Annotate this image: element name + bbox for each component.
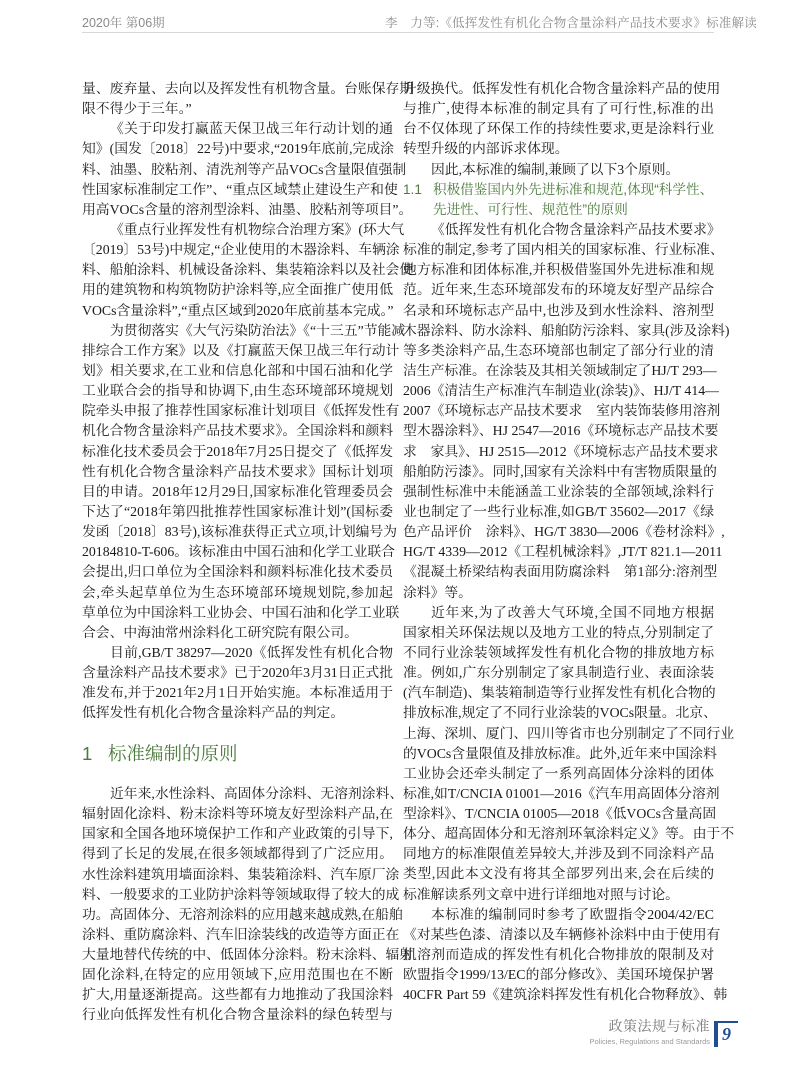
right-column bbox=[403, 79, 735, 1005]
text-line: 得到了长足的发展,在很多领域都得到了广泛应用。 bbox=[82, 846, 393, 862]
text-line: 不同行业涂装领域挥发性有机化合物的排放地方标 bbox=[403, 644, 714, 660]
text-line: 体分、超高固体分和无溶剂环氧涂料定义》等。由于不 bbox=[403, 826, 735, 842]
text-line: 目的申请。2018年12月29日,国家标准化管理委员会 bbox=[82, 483, 393, 499]
footer-section-cn: 政策法规与标准 bbox=[608, 1018, 710, 1034]
text-line: 业也制定了一些行业标准,如GB/T 35602—2017《绿 bbox=[403, 503, 714, 519]
text-line: 性国家标准制定工作”、“重点区域禁止建设生产和使 bbox=[82, 181, 398, 197]
text-line: 用高VOCs含量的溶剂型涂料、油墨、胶粘剂等项目”。 bbox=[82, 201, 413, 217]
text-line: 范。近年来,生态环境部发布的环境友好型产品综合 bbox=[403, 282, 714, 298]
text-line: 2007《环境标志产品技术要求 室内装饰装修用溶剂 bbox=[403, 403, 721, 419]
footer-section bbox=[590, 1016, 711, 1046]
page-number: 9 bbox=[722, 1024, 731, 1044]
header-divider bbox=[82, 32, 714, 33]
text-line: 因此,本标准的编制,兼顾了以下3个原则。 bbox=[431, 161, 680, 177]
text-line: 为贯彻落实《大气污染防治法》《“十三五”节能减 bbox=[110, 322, 406, 338]
text-line: 辐射固化涂料、粉末涂料等环境友好型涂料产品,在 bbox=[82, 806, 393, 822]
text-line: 水性涂料建筑用墙面涂料、集装箱涂料、汽车原厂涂 bbox=[82, 866, 400, 882]
text-line: 求 家具》、HJ 2515—2012《环境标志产品技术要求 bbox=[403, 443, 719, 459]
text-line: 准发布,并于2021年2月1日开始实施。本标准适用于 bbox=[82, 685, 393, 701]
text-line: 《关于印发打赢蓝天保卫战三年行动计划的通 bbox=[110, 121, 393, 137]
paragraph bbox=[403, 905, 728, 1006]
text-line: 行业向低挥发性有机化合物含量涂料的绿色转型与 bbox=[82, 1007, 393, 1023]
text-line: 机溶剂而造成的挥发性有机化合物排放的限制及对 bbox=[403, 947, 714, 963]
text-line: 《低挥发性有机化合物含量涂料产品技术要求》 bbox=[431, 221, 721, 237]
text-line: 院牵头申报了推荐性国家标准计划项目《低挥发性有 bbox=[82, 403, 400, 419]
text-line: 标准,如T/CNCIA 01001—2016《汽车用高固体分溶剂 bbox=[403, 785, 720, 801]
text-line: 类型,因此本文没有将其全部罗列出来,会在后续的 bbox=[403, 866, 714, 882]
paragraph bbox=[403, 160, 714, 180]
text-line: 与推广,使得本标准的制定具有了可行性,标准的出 bbox=[403, 101, 714, 117]
text-line: HG/T 4339—2012《工程机械涂料》,JT/T 821.1—2011 bbox=[403, 544, 723, 560]
text-line: 下达了“2018年第四批推荐性国家标准计划”(国标委 bbox=[82, 503, 393, 519]
text-line: 近年来,水性涂料、高固体分涂料、无溶剂涂料、 bbox=[110, 785, 404, 801]
subsection-heading bbox=[403, 180, 714, 220]
paragraph bbox=[403, 603, 735, 905]
text-line: 标准化技术委员会于2018年7月25日提交了《低挥发 bbox=[82, 443, 393, 459]
text-line: 地方标准和团体标准,并积极借鉴国外先进标准和规 bbox=[403, 262, 714, 278]
page-number-box bbox=[714, 1021, 738, 1047]
text-line: 的VOCs含量限值及排放标准。此外,近年来中国涂料 bbox=[403, 745, 717, 761]
text-line: 型涂料》、T/CNCIA 01005—2018《低VOCs含量高固 bbox=[403, 806, 717, 822]
running-title: 李 力等:《低挥发性有机化合物含量涂料产品技术要求》标准解读 bbox=[385, 16, 757, 30]
paragraph bbox=[82, 321, 406, 643]
text-line: 排综合工作方案》以及《打赢蓝天保卫战三年行动计 bbox=[82, 342, 400, 358]
footer-section-en: Policies, Regulations and Standards bbox=[589, 1037, 710, 1046]
text-line: 大量地替代传统的中、低固体分涂料。粉末涂料、辐射 bbox=[82, 947, 414, 963]
text-line: 料、船舶涂料、机械设备涂料、集装箱涂料以及社会使 bbox=[82, 262, 414, 278]
text-line: 《混凝土桥梁结构表面用防腐涂料 第1部分:溶剂型 bbox=[403, 564, 718, 580]
text-line: 知》(国发〔2018〕22号)中要求,“2019年底前,完成涂 bbox=[82, 141, 394, 157]
text-line: 等多类涂料产品,生态环境部也制定了部分行业的清 bbox=[403, 342, 714, 358]
text-line: 40CFR Part 59《建筑涂料挥发性有机化合物释放》、韩 bbox=[403, 987, 728, 1003]
text-line: 〔2019〕53号)中规定,“企业使用的木器涂料、车辆涂 bbox=[82, 242, 400, 258]
text-line: 目前,GB/T 38297—2020《低挥发性有机化合物 bbox=[110, 644, 393, 660]
text-line: 机化合物含量涂料产品技术要求》。全国涂料和颜料 bbox=[82, 423, 393, 439]
text-line: 《重点行业挥发性有机物综合治理方案》(环大气 bbox=[110, 221, 405, 237]
text-line: (汽车制造)、集装箱制造等行业挥发性有机化合物的 bbox=[403, 685, 716, 701]
text-line: 洁生产标准。在涂装及其相关领域制定了HJ/T 293— bbox=[403, 362, 717, 378]
subsection-title-line bbox=[403, 200, 714, 220]
text-line: 升级换代。低挥发性有机化合物含量涂料产品的使用 bbox=[403, 81, 721, 96]
text-line: 扩大,用量逐渐提高。这些都有力地推动了我国涂料 bbox=[82, 987, 393, 1003]
paragraph bbox=[82, 220, 414, 321]
text-line: 20184810-T-606。该标准由中国石油和化学工业联合 bbox=[82, 544, 395, 560]
journal-issue: 2020年 第06期 bbox=[82, 16, 165, 30]
text-line: 色产品评价 涂料》、HG/T 3830—2006《卷材涂料》, bbox=[403, 524, 725, 540]
text-line: 上海、深圳、厦门、四川等省市也分别制定了不同行业 bbox=[403, 725, 735, 741]
paragraph bbox=[403, 220, 730, 603]
text-line: 发函〔2018〕83号),该标准获得正式立项,计划编号为 bbox=[82, 524, 398, 540]
text-line: 木器涂料、防水涂料、船舶防污涂料、家具(涉及涂料) bbox=[403, 322, 730, 338]
text-line: VOCs含量涂料”,“重点区域到2020年底前基本完成。” bbox=[82, 302, 394, 318]
text-line: 准。例如,广东分别制定了家具制造行业、表面涂装 bbox=[403, 665, 714, 681]
text-line: 固化涂料,在特定的应用领域下,应用范围也在不断 bbox=[82, 967, 393, 983]
text-line: 料、油墨、胶粘剂、清洗剂等产品VOCs含量限值强制 bbox=[82, 161, 407, 177]
text-line: 转型升级的内部诉求体现。 bbox=[403, 141, 569, 157]
text-line: 量、废弃量、去向以及挥发性有机物含量。台账保存期 bbox=[82, 81, 414, 96]
text-line: 工业协会还牵头制定了一系列高固体分涂料的团体 bbox=[403, 765, 714, 781]
text-line: 会,牵头起草单位为生态环境部环境规划院,参加起 bbox=[82, 584, 393, 600]
section-title: 标准编制的原则 bbox=[108, 742, 238, 764]
text-line: 排放标准,规定了不同行业涂装的VOCs限量。北京、 bbox=[403, 705, 717, 721]
text-line: 《对某些色漆、清漆以及车辆修补涂料中由于使用有 bbox=[403, 926, 721, 942]
text-line: 功。高固体分、无溶剂涂料的应用越来越成熟,在船舶 bbox=[82, 906, 403, 922]
text-line: 2006《清洁生产标准汽车制造业(涂装)》、HJ/T 414— bbox=[403, 383, 719, 399]
text-line: 欧盟指令1999/13/EC的部分修改》、美国环境保护署 bbox=[403, 967, 714, 983]
text-line: 会提出,归口单位为全国涂料和颜料标准化技术委员 bbox=[82, 564, 393, 580]
text-line: 型木器涂料》、HJ 2547—2016《环境标志产品技术要 bbox=[403, 423, 719, 439]
section-heading bbox=[82, 724, 393, 784]
paragraph bbox=[82, 643, 393, 724]
paragraph bbox=[82, 784, 414, 1026]
paragraph bbox=[82, 79, 414, 119]
text-line: 性有机化合物含量涂料产品技术要求》国标计划项 bbox=[82, 463, 393, 479]
text-line: 同地方的标准限值差异较大,并涉及到不同涂料产品 bbox=[403, 846, 714, 862]
text-line: 涂料》等。 bbox=[403, 584, 472, 600]
text-line: 草单位为中国涂料工业协会、中国石油和化学工业联 bbox=[82, 604, 400, 620]
subsection-title-text: 先进性、可行性、规范性”的原则 bbox=[433, 201, 628, 217]
text-line: 标准解读系列文章中进行详细地对照与讨论。 bbox=[403, 886, 679, 902]
text-line: 划》相关要求,在工业和信息化部和中国石油和化学 bbox=[82, 362, 393, 378]
text-line: 近年来,为了改善大气环境,全国不同地方根据 bbox=[431, 604, 714, 620]
text-line: 料、一般要求的工业防护涂料等领域取得了较大的成 bbox=[82, 886, 400, 902]
text-line: 国家相关环保法规以及地方工业的特点,分别制定了 bbox=[403, 624, 714, 640]
text-line: 涂料、重防腐涂料、汽车旧涂装线的改造等方面正在 bbox=[82, 926, 400, 942]
text-line: 含量涂料产品技术要求》已于2020年3月31日正式批 bbox=[82, 665, 393, 681]
text-line: 限不得少于三年。” bbox=[82, 101, 192, 117]
text-line: 强制性标准中未能涵盖工业涂装的全部领域,涂料行 bbox=[403, 483, 714, 499]
subsection-number: 1.1 bbox=[403, 181, 422, 197]
text-line: 本标准的编制同时参考了欧盟指令2004/42/EC bbox=[431, 906, 714, 922]
text-line: 标准的制定,参考了国内相关的国家标准、行业标准、 bbox=[403, 242, 724, 258]
text-line: 合会、中海油常州涂料化工研究院有限公司。 bbox=[82, 624, 358, 640]
subsection-title-line bbox=[403, 180, 714, 200]
text-line: 台不仅体现了环保工作的持续性要求,更是涂料行业 bbox=[403, 121, 714, 137]
paragraph bbox=[403, 79, 721, 160]
text-line: 船舶防污漆》。同时,国家有关涂料中有害物质限量的 bbox=[403, 463, 717, 479]
section-number: 1 bbox=[82, 742, 93, 764]
text-line: 国家和全国各地环境保护工作和产业政策的引导下, bbox=[82, 826, 393, 842]
text-line: 用的建筑物和构筑物防护涂料等,应全面推广使用低 bbox=[82, 282, 393, 298]
text-line: 名录和环境标志产品中,也涉及到水性涂料、溶剂型 bbox=[403, 302, 714, 318]
text-line: 工业联合会的指导和协调下,由生态环境部环境规划 bbox=[82, 383, 393, 399]
subsection-title-text: 积极借鉴国内外先进标准和规范,体现“科学性、 bbox=[433, 181, 714, 197]
text-line: 低挥发性有机化合物含量涂料产品的判定。 bbox=[82, 705, 345, 721]
